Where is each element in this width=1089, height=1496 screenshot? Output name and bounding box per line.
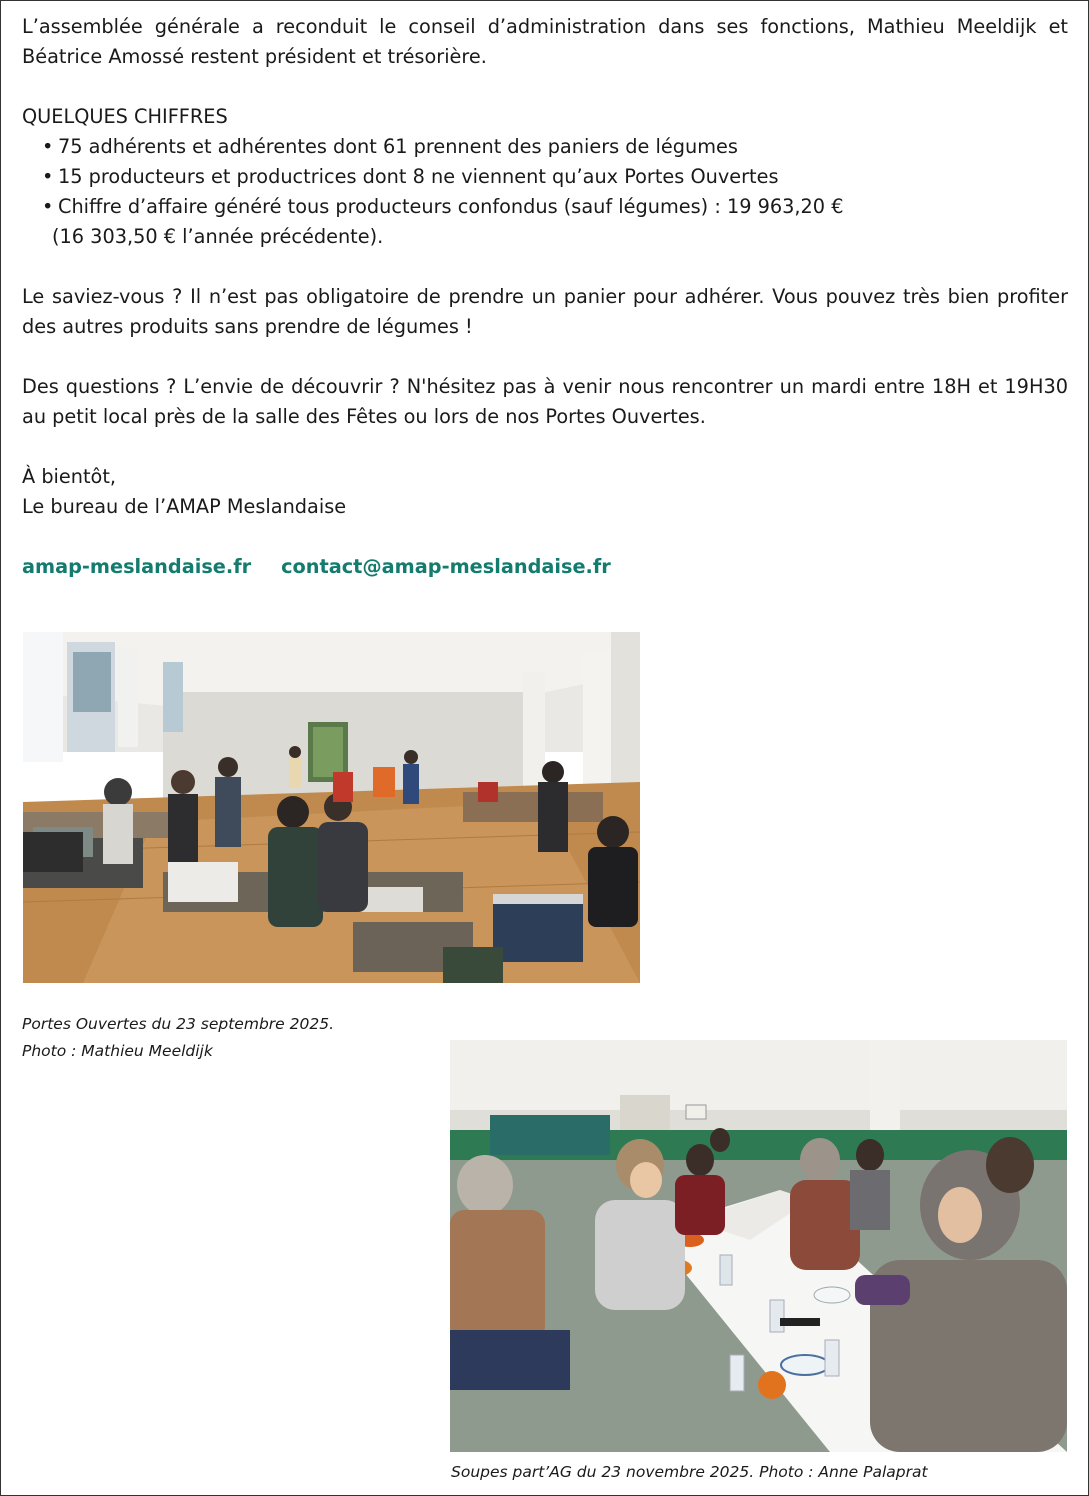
list-item: • 15 producteurs et productrices dont 8 ne viennent qu’aux Portes Ouvertes [42, 165, 779, 188]
closing-signature: Le bureau de l’AMAP Meslandaise [22, 495, 347, 518]
closing-greeting: À bientôt, [22, 465, 117, 488]
previous-year-figure: (16 303,50 € l’année précédente). [52, 225, 384, 248]
open-day-photo [23, 632, 640, 983]
email-link[interactable]: contact@amap-meslandaise.fr [281, 555, 611, 578]
figures-list [22, 132, 1068, 252]
list-item: • 75 adhérents et adhérentes dont 61 prennent des paniers de légumes [42, 135, 738, 158]
soup-meal-photo [450, 1040, 1067, 1452]
soup-meal-caption: Soupes part’AG du 23 novembre 2025. Photo : Anne Palaprat [451, 1463, 928, 1481]
list-item: • Chiffre d’affaire généré tous producteurs confondus (sauf légumes) : 19 963,20 € (16 303,50 € l’année précédente). [42, 195, 844, 248]
website-link[interactable]: amap-meslandaise.fr [22, 555, 252, 578]
questions-paragraph: Des questions ? L’envie de découvrir ? N'hésitez pas à venir nous rencontrer un mardi entre 18H et 19H30 au petit local près de la salle des Fêtes ou lors de nos Portes Ouvertes. [22, 375, 1068, 428]
open-day-caption: Portes Ouvertes du 23 septembre 2025. Photo : Mathieu Meeldijk [22, 1015, 334, 1060]
did-you-know-paragraph: Le saviez-vous ? Il n’est pas obligatoire de prendre un panier pour adhérer. Vous pouvez très bien profiter des autres produits sans prendre de légumes ! [22, 285, 1068, 338]
contact-links [22, 552, 1068, 582]
figures-heading: QUELQUES CHIFFRES [22, 105, 228, 128]
newsletter-body [22, 12, 1068, 582]
intro-paragraph: L’assemblée générale a reconduit le conseil d’administration dans ses fonctions, Mathieu Meeldijk et Béatrice Amossé restent président et trésorière. [22, 15, 1068, 68]
